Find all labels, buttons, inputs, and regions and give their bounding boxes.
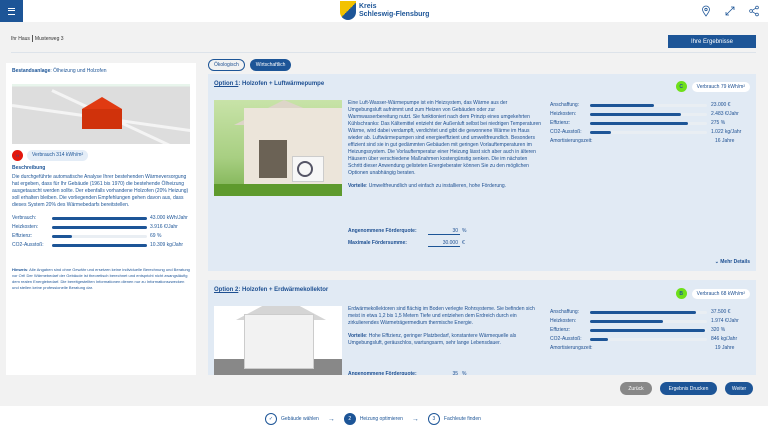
existing-stats	[12, 215, 190, 249]
subsidy-rate-input[interactable]: 35	[428, 371, 460, 375]
stat-row: CO2-Ausstoß: 846 kg/Jahr	[550, 336, 738, 342]
location-pin-icon[interactable]	[700, 5, 712, 17]
building-marker	[82, 109, 122, 129]
stat-row: Effizienz: 275 %	[550, 120, 726, 126]
step-done-check-icon[interactable]: ✓	[265, 413, 277, 425]
stat-row: Amortisierungszeit: 16 Jahre	[550, 138, 735, 144]
step-number-icon[interactable]: 2	[344, 413, 356, 425]
print-result-button[interactable]: Ergebnis Drucken	[660, 382, 717, 395]
more-details-link[interactable]: ⌄ Mehr Details	[714, 259, 750, 265]
expand-icon[interactable]	[724, 5, 736, 17]
ground-collector-image	[214, 306, 342, 375]
stat-bar	[590, 131, 707, 134]
logo-line1: Kreis	[359, 2, 377, 10]
stat-bar	[590, 311, 707, 314]
stat-bar	[52, 226, 147, 229]
back-button[interactable]: Zurück	[620, 382, 652, 395]
stat-row: Amortisierungszeit: 19 Jahre	[550, 345, 735, 351]
breadcrumb-divider	[32, 35, 33, 42]
stat-bar	[590, 122, 707, 125]
option-advantages: Vorteile: Umweltfreundlich und einfach zu installieren, hohe Förderung.	[348, 183, 507, 189]
step-number-icon[interactable]: 3	[428, 413, 440, 425]
filter-economic[interactable]: Wirtschaftlich	[250, 59, 292, 71]
navigation-buttons	[620, 382, 753, 395]
stat-bar	[590, 338, 707, 341]
subsidy-rate-row: Angenommene Förderquote: 35 %	[348, 371, 417, 375]
option-description: Eine Luft-Wasser-Wärmepumpe ist ein Heizsystem, das Wärme aus der Umgebungsluft aufnimmt und zum Heizen von Gebäuden oder zur Warmwasserbereitung nutzt. Sie funktioniert nach dem Prinzip eines umgekehrten Kühlschranks: Das Kältemittel entzieht der Außenluft selbst bei niedrigen Temperaturen Wärme, wird dabei verdampft, verdichtet und gibt die gewonnene Wärme im Haus wieder ab. Luftwärmepumpen sind energieeffizient und umweltfreundlich. Besonders effizient sind sie in gut gedämmten Gebäuden mit geringen Vorlauftemperaturen im Heizungssystem. Die Vorlauftemperatur einer Heizung lässt sich aber auch in älteren Häusern über verschiedene Maßnahmen kostengünstig senken. Die im nächsten Schritt dieser Anwendung gelisteten Energieberater können Sie zu den möglichen Optionen unabhängig beraten.	[348, 100, 542, 176]
step-label[interactable]: Gebäude wählen	[281, 416, 319, 422]
divider	[11, 52, 756, 53]
stat-row: Verbrauch: 43.000 kWh/Jahr	[12, 215, 188, 221]
arrow-right-icon: →	[327, 415, 335, 423]
progress-stepper	[265, 413, 481, 425]
step-label[interactable]: Heizung optimieren	[359, 416, 403, 422]
consumption-pill: Verbrauch 314 kWh/m²	[27, 150, 88, 161]
next-button[interactable]: Weiter	[725, 382, 753, 395]
step-label[interactable]: Fachleute finden	[443, 416, 481, 422]
top-bar	[0, 0, 768, 22]
stat-bar	[590, 104, 707, 107]
stat-row: Effizienz: 320 %	[550, 327, 726, 333]
stat-bar	[52, 235, 147, 238]
breadcrumb-item-address[interactable]: Musterweg 3	[34, 35, 64, 42]
stat-bar	[52, 244, 147, 247]
breadcrumb	[11, 35, 64, 42]
energy-class-badge: H	[12, 150, 23, 161]
stat-row: Anschaffung: 23.000 €	[550, 102, 731, 108]
logo[interactable]	[340, 1, 429, 20]
stat-bar	[590, 329, 707, 332]
arrow-right-icon: →	[411, 415, 419, 423]
subsidy-rate-row: Angenommene Förderquote: 30 %	[348, 228, 467, 234]
logo-line2: Schleswig-Flensburg	[359, 10, 430, 18]
option-card-2	[208, 280, 756, 375]
building-map-3d[interactable]	[12, 84, 190, 144]
stat-row: Heizkosten: 1.974 €/Jahr	[550, 318, 739, 324]
energy-class-badge: B	[676, 288, 687, 299]
filter-toggle	[208, 59, 291, 71]
option-card-1	[208, 74, 756, 271]
stat-bar	[52, 217, 147, 220]
consumption-pill: Verbrauch 68 kWh/m²	[692, 289, 750, 299]
stat-row: Heizkosten: 2.483 €/Jahr	[550, 111, 739, 117]
menu-button[interactable]	[0, 0, 23, 22]
subsidy-rate-input[interactable]: 30	[428, 228, 460, 235]
option-stats	[550, 309, 755, 354]
option-title: Option 1: Holzofen + Luftwärmepumpe	[214, 81, 325, 87]
hamburger-icon	[8, 8, 15, 15]
progress-stepper-bar	[0, 406, 768, 432]
stat-bar	[590, 320, 707, 323]
results-button[interactable]: Ihre Ergebnisse	[668, 35, 756, 48]
existing-system-panel	[6, 63, 196, 375]
option-stats	[550, 102, 755, 147]
energy-class-badge: C	[676, 81, 687, 92]
max-subsidy-input[interactable]: 30.000	[428, 240, 460, 247]
panel-title: Bestandsanlage: Ölheizung und Holzofen	[12, 68, 107, 74]
option-description: Erdwärmekollektoren sind flächig im Boden verlegte Rohrsysteme. Sie befinden sich meist in etwa 1,2 bis 1,5 Metern Tiefe und entziehen dem Erdreich durch ein zirkulierendes Wärmeträgermedium thermische Energie.	[348, 306, 535, 326]
stat-row: Effizienz: 69 %	[12, 233, 162, 239]
consumption-pill: Verbrauch 79 kWh/m²	[692, 82, 750, 92]
option-title: Option 2: Holzofen + Erdwärmekollektor	[214, 287, 329, 293]
breadcrumb-item-house[interactable]: Ihr Haus	[11, 35, 30, 42]
option-advantages: Vorteile: Hohe Effizienz, geringer Platzbedarf, konstantere Wärmequelle als Umgebungsluft, geräuschlos, wartungsarm, sehr lange Lebensdauer.	[348, 333, 517, 346]
share-icon[interactable]	[748, 5, 760, 17]
stat-row: CO2-Ausstoß: 1.022 kg/Jahr	[550, 129, 742, 135]
description-text: Die durchgeführte automatische Analyse Ihrer bestehenden Wärmeversorgung hat ergeben, dass für Ihr Gebäude (1961 bis 1970) die bestehende Ölheizung ausgetauscht werden sollte. Der ebenfalls vorhandene Holzofen (20% Heizung) soll erhalten bleiben. Die vorliegenden Empfehlungen gehen davon aus, dass dieses System 20% des Wärmebedarfs bereitstellen.	[12, 174, 189, 208]
stat-row: Anschaffung: 37.500 €	[550, 309, 731, 315]
air-heat-pump-image	[214, 100, 342, 196]
max-subsidy-row: Maximale Fördersumme: 30.000 €	[348, 240, 465, 246]
stat-row: CO2-Ausstoß: 10.309 kg/Jahr	[12, 242, 184, 248]
stat-bar	[590, 113, 707, 116]
coat-of-arms-icon	[340, 1, 356, 20]
filter-ecological[interactable]: Ökologisch	[208, 59, 245, 71]
description-heading: Beschreibung	[12, 165, 46, 171]
disclaimer: Hinweis: Alle Angaben sind ohne Gewähr und ersetzen keine individuelle Berechnung und Beratung vor Ort! Der Wärmebedarf der Gebäude ist theoretisch berechnet und entspricht nicht zwangsläufig dem realen Energiebedarf. Die bereitgestellten Informationen dienen nur zu Informationszwecken und stellen keine professionelle Beratung dar.	[12, 267, 190, 290]
stat-row: Heizkosten: 3.916 €/Jahr	[12, 224, 178, 230]
